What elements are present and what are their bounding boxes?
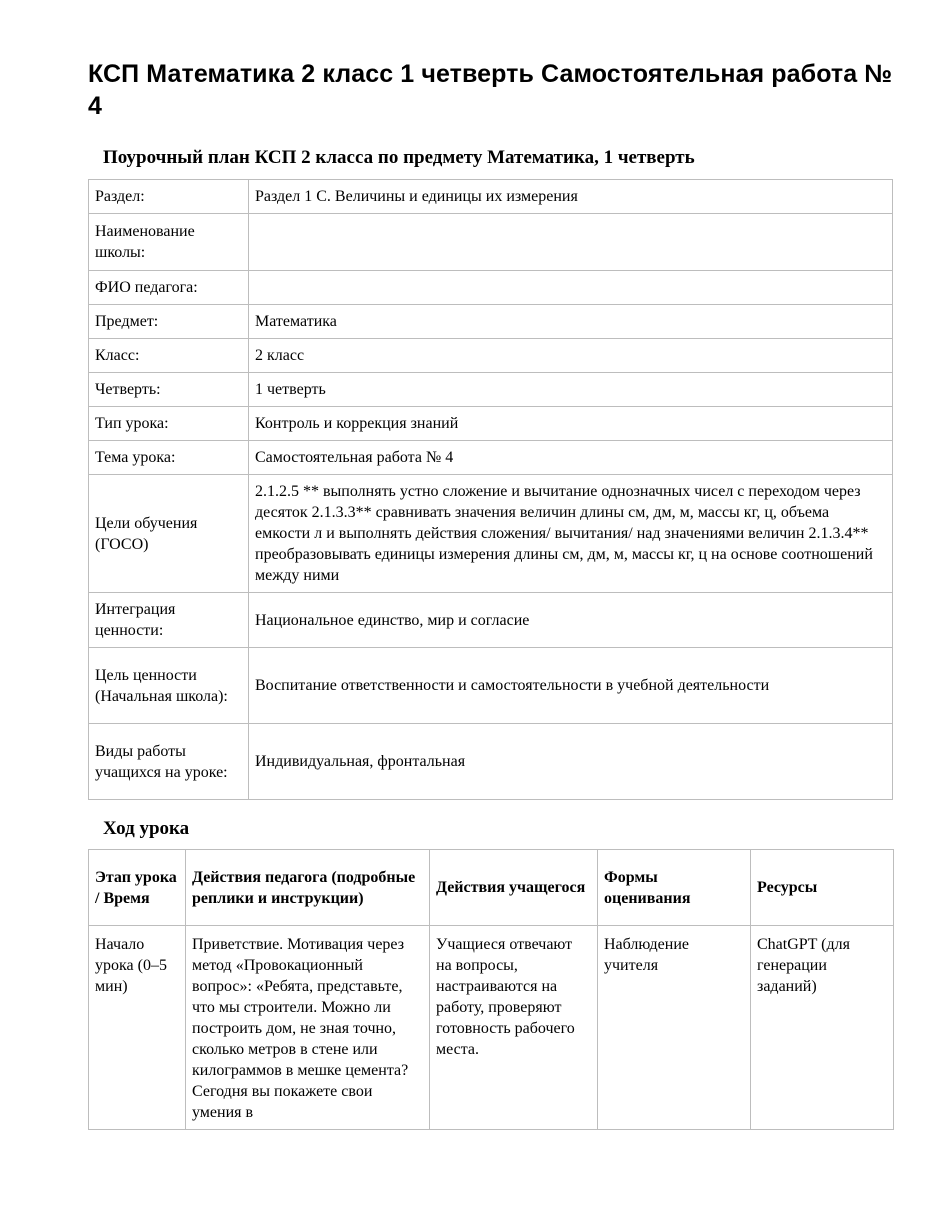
student-actions-cell: Учащиеся отвечают на вопросы, настраиваются на работу, проверяют готовность рабочего места. (430, 926, 598, 1130)
plan-label: Раздел: (89, 180, 249, 214)
plan-row (89, 373, 893, 407)
plan-value: 1 четверть (249, 373, 893, 407)
plan-label: Наименование школы: (89, 214, 249, 271)
plan-value: Самостоятельная работа № 4 (249, 441, 893, 475)
plan-label: Интеграция ценности: (89, 593, 249, 648)
column-header: Действия педагога (подробные реплики и инструкции) (186, 850, 430, 926)
column-header: Ресурсы (751, 850, 894, 926)
plan-label: Виды работы учащихся на уроке: (89, 724, 249, 800)
plan-row (89, 441, 893, 475)
plan-row (89, 724, 893, 800)
plan-row (89, 648, 893, 724)
document-title: КСП Математика 2 класс 1 четверть Самостоятельная работа № 4 (88, 60, 893, 120)
plan-label: Тема урока: (89, 441, 249, 475)
plan-label: ФИО педагога: (89, 271, 249, 305)
plan-value (249, 214, 893, 271)
plan-value: Индивидуальная, фронтальная (249, 724, 893, 800)
column-header: Действия учащегося (430, 850, 598, 926)
document-page (88, 58, 893, 1130)
plan-row (89, 271, 893, 305)
plan-row (89, 214, 893, 271)
plan-row (89, 305, 893, 339)
column-header: Формы оценивания (598, 850, 751, 926)
plan-label: Тип урока: (89, 407, 249, 441)
lesson-flow-table (88, 849, 894, 1130)
plan-row (89, 407, 893, 441)
plan-row (89, 339, 893, 373)
plan-row (89, 475, 893, 593)
resources-cell: ChatGPT (для генерации заданий) (751, 926, 894, 1130)
column-header: Этап урока / Время (89, 850, 186, 926)
plan-label: Четверть: (89, 373, 249, 407)
plan-heading: Поурочный план КСП 2 класса по предмету Математика, 1 четверть (103, 147, 695, 168)
plan-value: Контроль и коррекция знаний (249, 407, 893, 441)
assessment-cell: Наблюдение учителя (598, 926, 751, 1130)
flow-header-row (89, 850, 894, 926)
plan-row (89, 180, 893, 214)
plan-value: 2.1.2.5 ** выполнять устно сложение и вычитание однозначных чисел с переходом через десяток 2.1.3.3** сравнивать значения величин длины см, дм, м, массы кг, ц, объема емкости л и выполнять действия сложения/ вычитания/ над значениями величин 2.1.3.4** преобразовывать единицы измерения длины см, дм, м, массы кг, ц на основе соотношений между ними (249, 475, 893, 593)
lesson-plan-table (88, 179, 893, 800)
teacher-actions-cell: Приветствие. Мотивация через метод «Провокационный вопрос»: «Ребята, представьте, что мы строители. Можно ли построить дом, не зная точно, сколько метров в стене или килограммов в мешке цемента? Сегодня вы покажете свои умения в (186, 926, 430, 1130)
plan-label: Цель ценности (Начальная школа): (89, 648, 249, 724)
plan-label: Класс: (89, 339, 249, 373)
plan-value: Национальное единство, мир и согласие (249, 593, 893, 648)
plan-label: Предмет: (89, 305, 249, 339)
plan-value: Воспитание ответственности и самостоятельности в учебной деятельности (249, 648, 893, 724)
plan-value: 2 класс (249, 339, 893, 373)
plan-value: Математика (249, 305, 893, 339)
lesson-heading: Ход урока (103, 818, 190, 839)
stage-cell: Начало урока (0–5 мин) (89, 926, 186, 1130)
table-row (89, 926, 894, 1130)
plan-value: Раздел 1 С. Величины и единицы их измерения (249, 180, 893, 214)
plan-row (89, 593, 893, 648)
plan-value (249, 271, 893, 305)
plan-label: Цели обучения (ГОСО) (89, 475, 249, 593)
